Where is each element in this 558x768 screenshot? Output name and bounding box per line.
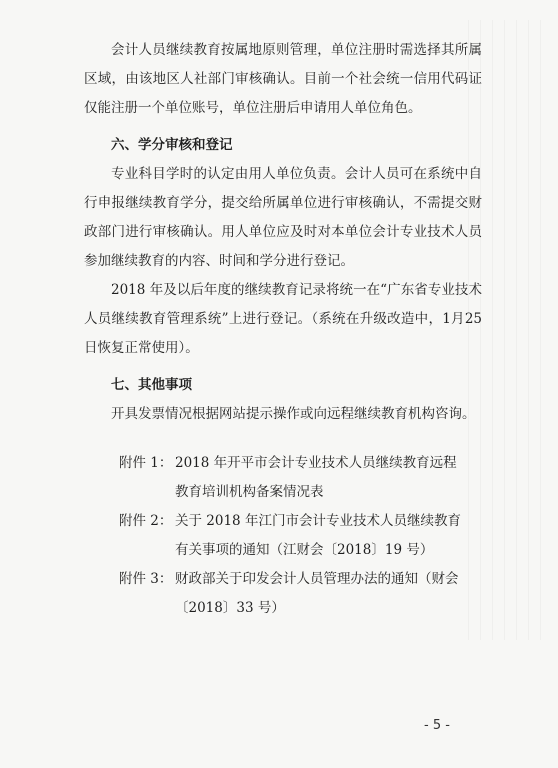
- attachment-title-line2: 教育培训机构备案情况表: [175, 484, 324, 500]
- attachment-label: 附件 1：: [119, 455, 173, 471]
- attachment-label: 附件 3：: [119, 571, 173, 587]
- section-heading-6: 六、学分审核和登记: [111, 137, 233, 153]
- attachment-title-line1: 财政部关于印发会计人员管理办法的通知（财会: [175, 571, 459, 587]
- attachment-item-3: [84, 565, 482, 623]
- section-heading-7: 七、其他事项: [111, 377, 192, 393]
- attachment-item-2: [84, 507, 482, 565]
- spacer: [84, 429, 482, 449]
- attachment-label: 附件 2：: [119, 513, 173, 529]
- paragraph-record-system: 2018 年及以后年度的继续教育记录将统一在“广东省专业技术人员继续教育管理系统”上进行登记。（系统在升级改造中，1月25日恢复正常使用）。: [84, 282, 482, 356]
- paragraph-invoice: 开具发票情况根据网站提示操作或向远程继续教育机构咨询。: [111, 406, 476, 422]
- attachment-title-line1: 关于 2018 年江门市会计专业技术人员继续教育: [175, 513, 461, 529]
- page-number: - 5 -: [424, 718, 450, 733]
- document-body: [84, 36, 482, 623]
- paragraph-credit-review: 专业科目学时的认定由用人单位负责。会计人员可在系统中自行申报继续教育学分，提交给所属单位进行审核确认，不需提交财政部门进行审核确认。用人单位应及时对本单位会计专业技术人员参加继续教育的内容、时间和学分进行登记。: [84, 166, 482, 269]
- attachment-list: [84, 449, 482, 623]
- attachment-item-1: [84, 449, 482, 507]
- paragraph-registration: 会计人员继续教育按属地原则管理，单位注册时需选择其所属区域，由该地区人社部门审核确认。目前一个社会统一信用代码证仅能注册一个单位账号，单位注册后申请用人单位角色。: [84, 42, 482, 116]
- attachment-title-line2: 〔2018〕33 号）: [175, 600, 285, 616]
- attachment-title-line1: 2018 年开平市会计专业技术人员继续教育远程: [175, 455, 457, 471]
- attachment-title-line2: 有关事项的通知（江财会〔2018〕19 号）: [175, 542, 434, 558]
